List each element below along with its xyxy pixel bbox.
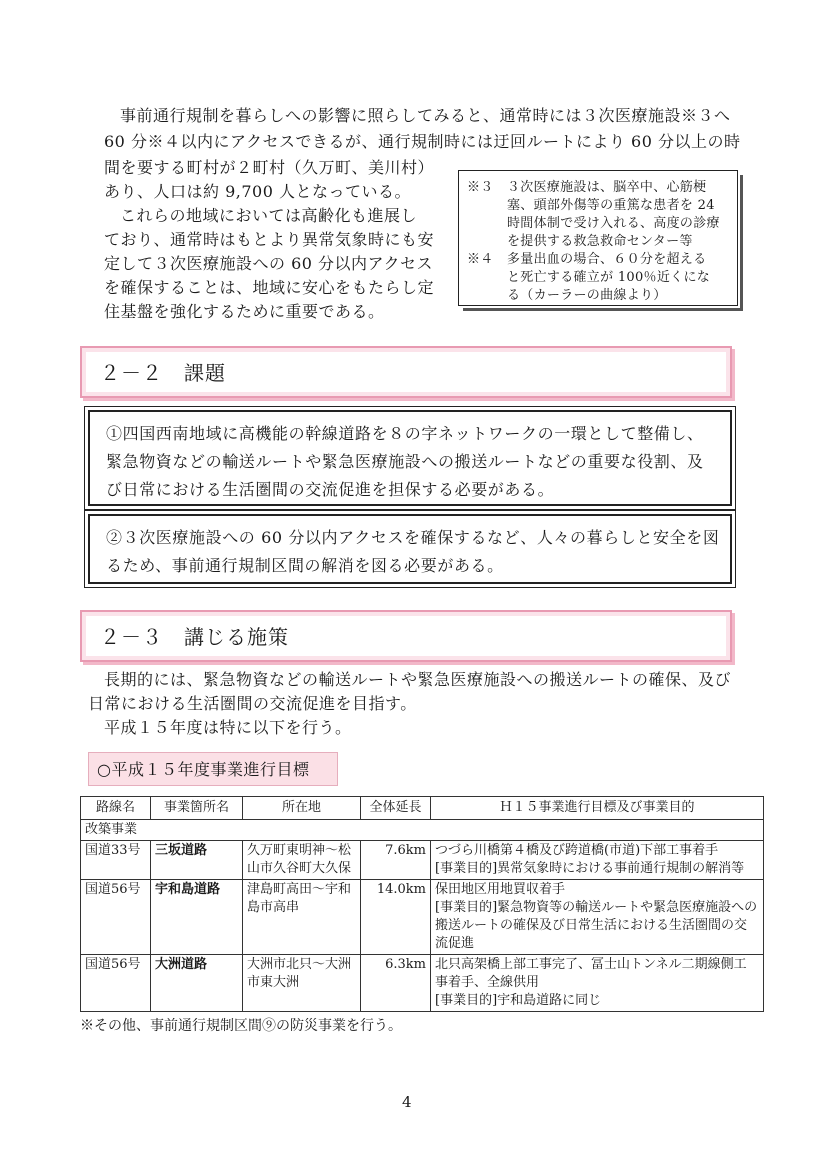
intro-line-8: を確保することは、地域に安心をもたらし定 <box>104 278 435 297</box>
intro-line-1: 事前通行規制を暮らしへの影響に照らしてみると、通常時には３次医療施設※３へ <box>120 106 731 125</box>
location-cell: 津島町高田～宇和島市高串 <box>243 880 361 955</box>
note-line-5: ※４ 多量出血の場合、６０分を超える <box>467 252 707 267</box>
table-row <box>81 955 764 1012</box>
project-name-cell: 宇和島道路 <box>151 880 243 955</box>
goal-text: 保田地区用地買収着手 <box>435 882 566 897</box>
issue-2-line-2: るため、事前通行規制区間の解消を図る必要がある。 <box>106 556 504 575</box>
header-goal: Ｈ１５事業進行目標及び事業目的 <box>431 797 764 820</box>
goal-cell <box>431 841 764 880</box>
goal-text: つづら川橋第４橋及び跨道橋(市道)下部工事着手 <box>435 843 719 858</box>
intro-line-6: ており、通常時はもとより異常気象時にも安 <box>104 230 435 249</box>
note-line-1: ※３ ３次医療施設は、脳卒中、心筋梗 <box>467 180 707 195</box>
intro-line-7: 定して３次医療施設への 60 分以内アクセス <box>104 254 434 273</box>
header-location: 所在地 <box>243 797 361 820</box>
table-footnote: ※その他、事前通行規制区間⑨の防災事業を行う。 <box>80 1018 402 1034</box>
issue-1-line-1: ①四国西南地域に高機能の幹線道路を８の字ネットワークの一環として整備し、 <box>106 424 704 443</box>
project-name-cell: 三坂道路 <box>151 841 243 880</box>
intro-line-2: 60 分※４以内にアクセスできるが、通行規制時には迂回ルートにより 60 分以上の時 <box>104 132 741 151</box>
route-cell: 国道56号 <box>81 955 151 1012</box>
location-cell: 久万町東明神～松山市久谷町大久保 <box>243 841 361 880</box>
goal-cell <box>431 955 764 1012</box>
location-cell: 大洲市北只～大洲市東大洲 <box>243 955 361 1012</box>
route-cell: 国道56号 <box>81 880 151 955</box>
intro-line-5: これらの地域においては高齢化も進展し <box>120 206 418 225</box>
goal-tag-label: ○平成１５年度事業進行目標 <box>97 760 310 779</box>
table-row <box>81 880 764 955</box>
length-cell: 7.6km <box>361 841 431 880</box>
measures-line-3: 平成１５年度は特に以下を行う。 <box>104 718 352 737</box>
header-route: 路線名 <box>81 797 151 820</box>
section-title-issues: ２－２ 課題 <box>100 361 226 385</box>
issue-box-2 <box>88 514 732 584</box>
goal-text: 北只高架橋上部工事完了、冨士山トンネル二期線側工事着手、全線供用 <box>435 957 747 990</box>
table-row <box>81 841 764 880</box>
goal-cell <box>431 880 764 955</box>
issue-2-line-1: ②３次医療施設への 60 分以内アクセスを確保するなど、人々の暮らしと安全を図 <box>106 528 720 547</box>
purpose-text: [事業目的]緊急物資等の輸送ルートや緊急医療施設への搬送ルートの確保及び日常生活における生活圏間の交流促進 <box>435 900 758 951</box>
section-header-measures <box>80 610 732 662</box>
purpose-text: [事業目的]異常気象時における事前通行規制の解消等 <box>435 861 745 876</box>
issue-1-line-3: び日常における生活圏間の交流促進を担保する必要がある。 <box>106 480 555 499</box>
measures-line-2: 日常における生活圏間の交流促進を目指す。 <box>88 694 417 713</box>
measures-line-1: 長期的には、緊急物資などの輸送ルートや緊急医療施設への搬送ルートの確保、及び <box>104 670 732 689</box>
section-title-measures: ２－３ 講じる施策 <box>100 625 289 649</box>
issue-1-line-2: 緊急物資などの輸送ルートや緊急医療施設への搬送ルートなどの重要な役割、及 <box>106 452 704 471</box>
note-line-3: 時間体制で受け入れる、高度の診療 <box>507 216 720 231</box>
page-number: 4 <box>402 1093 412 1111</box>
goal-tag <box>88 752 338 786</box>
table-category-row <box>81 820 764 841</box>
length-cell: 6.3km <box>361 955 431 1012</box>
header-name: 事業箇所名 <box>151 797 243 820</box>
issue-box-1 <box>88 410 732 506</box>
note-line-6: と死亡する確立が 100％近くにな <box>507 270 711 285</box>
intro-line-4: あり、人口は約 9,700 人となっている。 <box>104 182 411 201</box>
section-header-issues <box>80 346 732 398</box>
intro-line-3: 間を要する町村が２町村（久万町、美川村） <box>104 158 435 177</box>
header-length: 全体延長 <box>361 797 431 820</box>
category-cell: 改築事業 <box>81 820 764 841</box>
project-name-cell: 大洲道路 <box>151 955 243 1012</box>
project-table <box>80 796 764 1012</box>
intro-line-9: 住基盤を強化するために重要である。 <box>104 302 385 321</box>
footnote-box <box>458 170 738 306</box>
note-line-2: 塞、頭部外傷等の重篤な患者を 24 <box>507 198 715 213</box>
route-cell: 国道33号 <box>81 841 151 880</box>
note-line-4: を提供する救急救命センター等 <box>507 234 693 249</box>
note-line-7: る（カーラーの曲線より） <box>507 288 667 303</box>
length-cell: 14.0km <box>361 880 431 955</box>
table-header-row <box>81 797 764 820</box>
purpose-text: [事業目的]宇和島道路に同じ <box>435 993 602 1008</box>
